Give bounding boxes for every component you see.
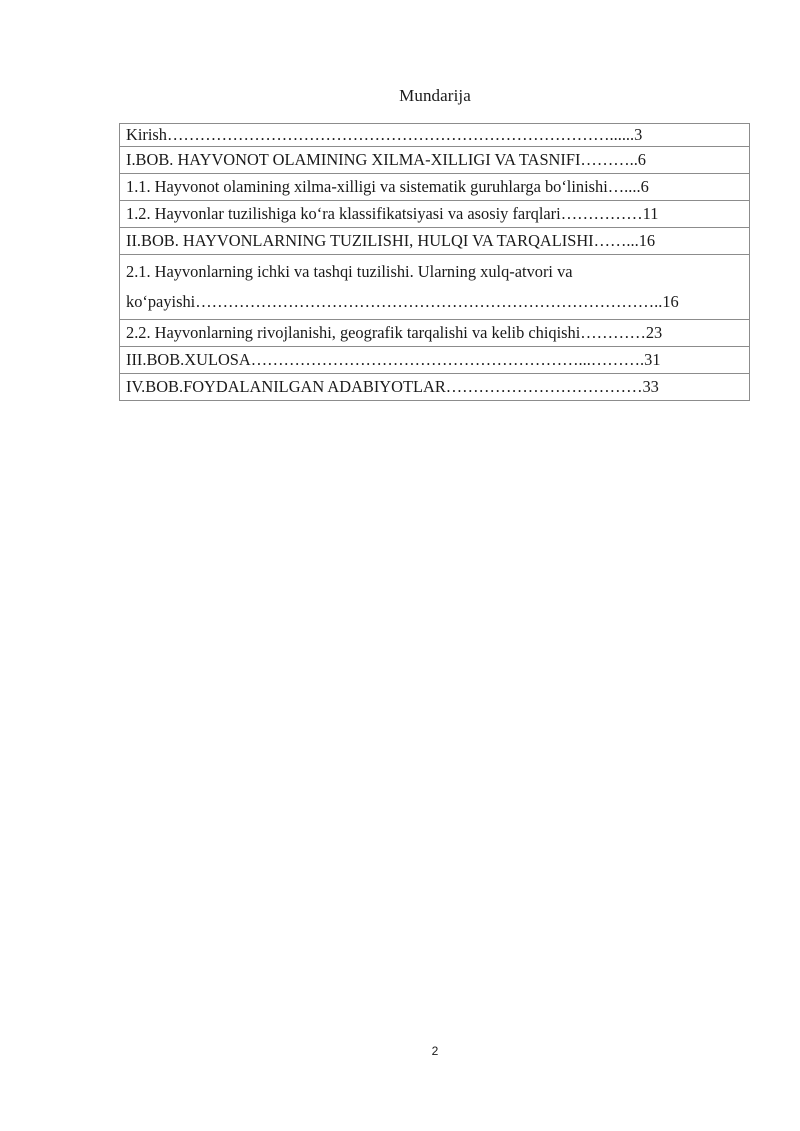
toc-row-section-1-2[interactable]	[119, 200, 750, 227]
toc-entry-text: IV.BOB.FOYDALANILGAN ADABIYOTLAR………………………………33	[126, 377, 659, 396]
toc-entry-text: Kirish………………………………………………………………………......3	[126, 125, 643, 144]
toc-entry-text: II.BOB. HAYVONLARNING TUZILISHI, HULQI VA TARQALISHI……...16	[126, 231, 656, 250]
toc-entry-text: 1.1. Hayvonot olamining xilma-xilligi va sistematik guruhlarga bo‘linishi…....6	[126, 177, 649, 196]
toc-entry-text: 2.1. Hayvonlarning ichki va tashqi tuzilishi. Ularning xulq-atvori va	[126, 262, 573, 281]
toc-row-section-1-1[interactable]	[119, 173, 750, 200]
table-of-contents	[119, 123, 750, 401]
toc-entry-text: ko‘payishi…………………………………………………………………………..16	[126, 292, 679, 311]
toc-row-section-2-2[interactable]	[119, 319, 750, 346]
toc-row-kirish[interactable]	[119, 123, 750, 146]
toc-row-section-2-1[interactable]	[119, 254, 750, 319]
toc-row-chapter-3[interactable]	[119, 346, 750, 373]
toc-entry-text: III.BOB.XULOSA……………………………………………………...……….31	[126, 350, 661, 369]
page-number: 2	[431, 1044, 439, 1058]
toc-row-chapter-1[interactable]	[119, 146, 750, 173]
toc-entry-text: I.BOB. HAYVONOT OLAMINING XILMA-XILLIGI VA TASNIFI………..6	[126, 150, 646, 169]
toc-row-chapter-4[interactable]	[119, 373, 750, 401]
toc-row-chapter-2[interactable]	[119, 227, 750, 254]
toc-entry-text: 2.2. Hayvonlarning rivojlanishi, geografik tarqalishi va kelib chiqishi…………23	[126, 323, 663, 342]
page-title: Mundarija	[399, 86, 471, 105]
toc-entry-text: 1.2. Hayvonlar tuzilishiga ko‘ra klassifikatsiyasi va asosiy farqlari……………11	[126, 204, 659, 223]
